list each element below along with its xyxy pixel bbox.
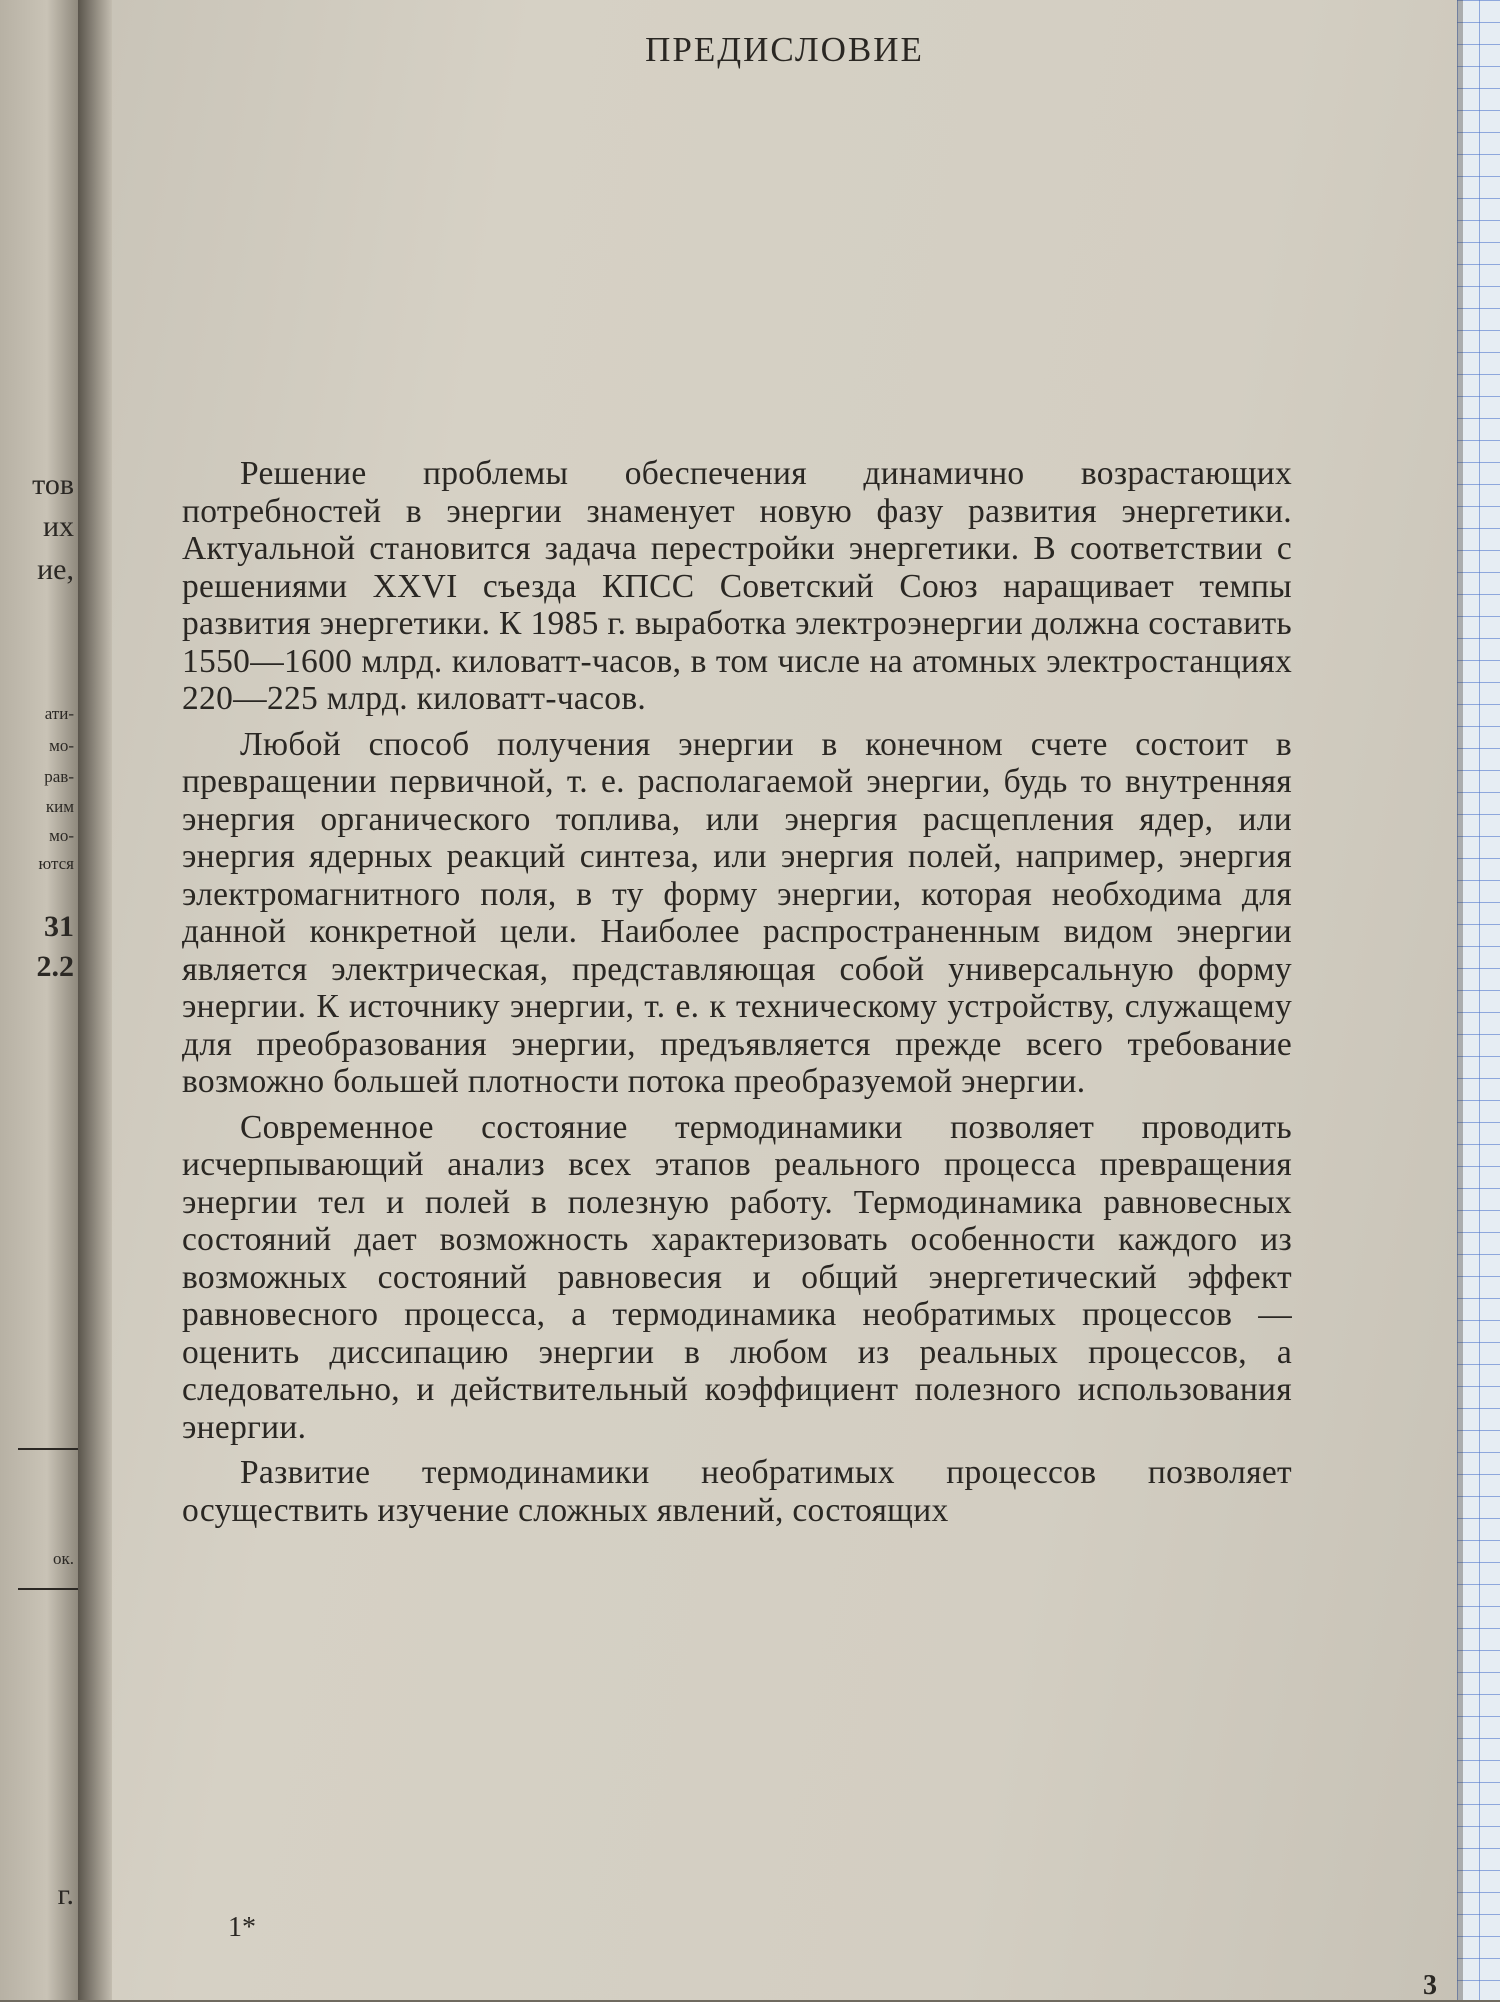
book-page <box>112 0 1457 2000</box>
left-page-fragment: ким <box>45 797 74 816</box>
left-page-rule <box>18 1448 78 1450</box>
book-gutter <box>78 0 112 2000</box>
left-page-fragment: 31 <box>44 910 74 943</box>
left-page-fragment: ие, <box>37 553 74 586</box>
signature-mark: 1* <box>228 1912 256 1943</box>
left-page-fragment: мо- <box>49 826 74 845</box>
paragraph: Решение проблемы обеспечения динамично возрастающих потребностей в энергии знаменует новую фазу развития энергетики. Актуальной становится задача перестройки энергетики. В соответствии с решениями XXVI съезда КПСС Советский Союз наращивает темпы развития энергетики. К 1985 г. выработка электроэнергии должна составить 1550—1600 млрд. киловатт-часов, в том числе на атомных электростанциях 220—225 млрд. киловатт-часов. <box>182 455 1292 717</box>
page-number: 3 <box>1423 1970 1437 2001</box>
left-page-fragment: ати- <box>44 704 74 723</box>
left-page-fragment: их <box>42 510 74 543</box>
left-page-fragment: г. <box>57 1878 74 1911</box>
left-page-fragment: рав- <box>44 767 74 786</box>
left-page-fragment: тов <box>32 468 74 501</box>
paragraph: Современное состояние термодинамики позволяет проводить исчерпывающий анализ всех этапов реального процесса превращения энергии тел и полей в полезную работу. Термодинамика равновесных состояний дает возможность характеризовать особенности каждого из возможных состояний равновесия и общий энергетический эффект равновесного процесса, а термодинамика необратимых процессов — оценить диссипацию энергии в любом из реальных процессов, а следовательно, и действительный коэффициент полезного использования энергии. <box>182 1108 1292 1446</box>
left-page-fragment: 2.2 <box>36 950 74 983</box>
paragraph: Любой способ получения энергии в конечном счете состоит в превращении первичной, т. е. располагаемой энергии, будь то внутренняя энергия органического топлива, или энергия расщепления ядер, или энергия ядерных реакций синтеза, или энергия полей, например, энергия электромагнитного поля, в ту форму энергии, которая необходима для данной конкретной цели. Наиболее распространенным видом энергии является электрическая, представляющая собой универсальную форму энергии. К источнику энергии, т. е. к техническому устройству, служащему для преобразования энергии, предъявляется прежде всего требование возможно большей плотности потока преобразуемой энергии. <box>182 725 1292 1100</box>
graph-paper-background <box>1457 0 1500 2000</box>
left-page-fragment: мо- <box>49 736 74 755</box>
paragraph: Развитие термодинамики необратимых процессов позволяет осуществить изучение сложных явлений, состоящих <box>182 1454 1292 1529</box>
left-page-fragment: ются <box>38 854 74 873</box>
left-page-edge <box>0 0 78 2000</box>
left-page-fragment: ок. <box>52 1549 74 1568</box>
page-edge-shadow <box>1457 0 1463 2000</box>
page-body <box>182 455 1292 1537</box>
left-page-rule <box>18 1588 78 1590</box>
page-title: ПРЕДИСЛОВИЕ <box>645 30 924 69</box>
